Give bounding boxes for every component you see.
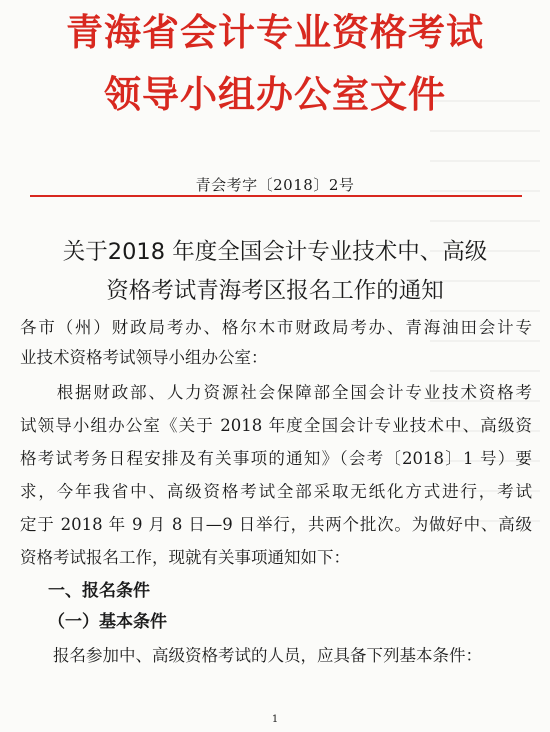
paragraph-line: 试领导小组办公室《关于 2018 年度全国会计专业技术中、高级资 [20, 416, 532, 435]
paragraph-line: 资格考试报名工作，现就有关事项通知如下： [20, 548, 350, 567]
agency-name-line2: 领导小组办公室文件 [104, 73, 446, 116]
paragraph-line: 根据财政部、人力资源社会保障部全国会计专业技术资格考 [20, 383, 532, 402]
agency-name-line1: 青海省会计专业资格考试 [66, 11, 484, 54]
paragraph-line: 报名参加中、高级资格考试的人员，应具备下列基本条件： [20, 646, 482, 665]
paragraph-line: 定于 2018 年 9 月 8 日—9 日举行，共两个批次。为做好中、高级 [20, 515, 532, 534]
notice-title-line1: 关于2018 年度全国会计专业技术中、高级 [62, 239, 488, 265]
subsection-heading: （一）基本条件 [48, 612, 167, 632]
addressee-line2: 业技术资格考试领导小组办公室： [20, 348, 268, 367]
red-separator-line [30, 195, 522, 197]
notice-title-line2: 资格考试青海考区报名工作的通知 [106, 278, 444, 304]
document-number: 青会考字〔2018〕2号 [195, 176, 355, 194]
section-heading: 一、报名条件 [48, 581, 150, 601]
paragraph-line: 格考试考务日程安排及有关事项的通知》（会考〔2018〕1 号）要 [20, 449, 532, 468]
addressee-line1: 各市（州）财政局考办、格尔木市财政局考办、青海油田会计专 [20, 318, 532, 337]
paragraph-line: 求，今年我省中、高级资格考试全部采取无纸化方式进行，考试 [20, 482, 532, 501]
page-number: 1 [271, 714, 279, 725]
